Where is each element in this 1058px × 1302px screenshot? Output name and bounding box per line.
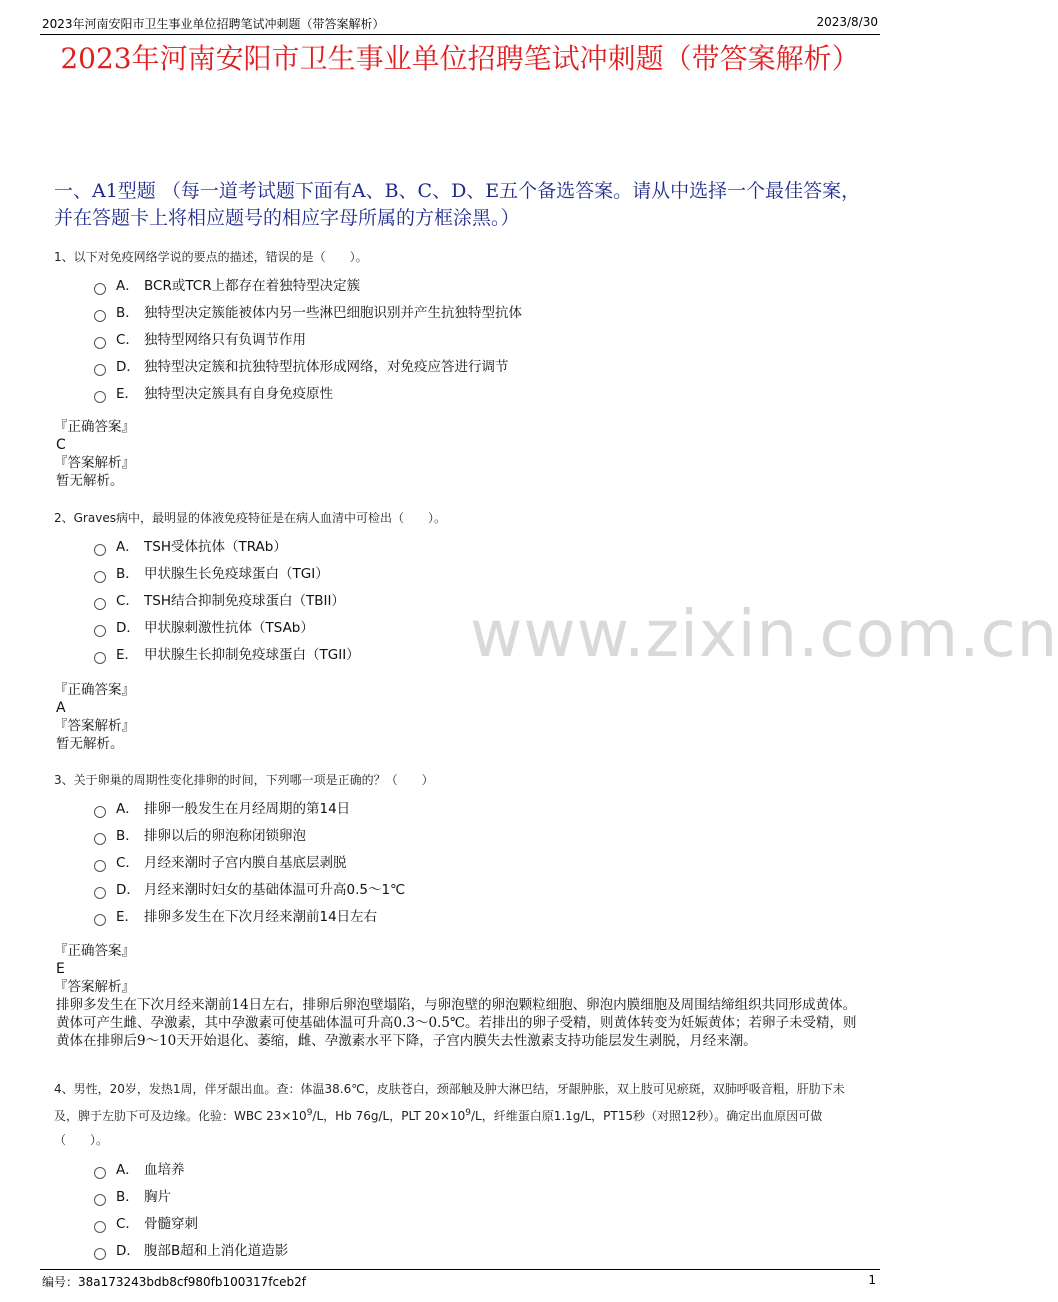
explanation-label: 『答案解析』 <box>54 455 135 471</box>
page-number: 1 <box>868 1273 876 1287</box>
option-letter: C． <box>116 592 139 609</box>
superscript: 9 <box>465 1108 471 1118</box>
section-heading: 一、A1型题 （每一道考试题下面有A、B、C、D、E五个备选答案。请从中选择一个最佳答案，并在答题卡上将相应题号的相应字母所属的方框涂黑。） <box>54 180 861 229</box>
option-text: 血培养 <box>144 1161 185 1178</box>
option-text: 甲状腺生长抑制免疫球蛋白（TGII） <box>144 646 360 663</box>
option-text: 独特型决定簇和抗独特型抗体形成网络，对免疫应答进行调节 <box>144 358 509 375</box>
answer-label: 『正确答案』 <box>54 419 135 435</box>
correct-answer: E <box>56 961 65 977</box>
option-c[interactable] <box>94 326 866 353</box>
question-4 <box>54 1077 866 1264</box>
option-text: 排卵多发生在下次月经来潮前14日左右 <box>144 908 378 925</box>
page-header <box>40 12 880 35</box>
option-letter: C． <box>116 1215 139 1232</box>
document-id: 编号：38a173243bdb8cf980fb100317fceb2f <box>42 1275 306 1289</box>
question-text: 2、Graves病中，最明显的体液免疫特征是在病人血清中可检出（ ）。 <box>54 511 446 525</box>
question-text-part: /L，纤维蛋白原1.1g/L，PT15秒（对照12秒）。确定出血原因可做（ ）。 <box>54 1109 823 1147</box>
radio-icon[interactable] <box>94 914 106 926</box>
option-text: 独特型决定簇具有自身免疫原性 <box>144 385 333 402</box>
option-text: 甲状腺生长免疫球蛋白（TGI） <box>144 565 329 582</box>
option-text: 独特型网络只有负调节作用 <box>144 331 306 348</box>
option-c[interactable] <box>94 1210 866 1237</box>
option-b[interactable] <box>94 822 866 849</box>
option-letter: A． <box>116 800 139 817</box>
option-letter: E． <box>116 908 139 925</box>
answer-block-1 <box>54 418 866 490</box>
superscript: 9 <box>306 1108 313 1118</box>
option-d[interactable] <box>94 1237 866 1264</box>
explanation-text: 暂无解析。 <box>56 736 124 752</box>
question-2 <box>54 507 866 668</box>
option-a[interactable] <box>94 795 866 822</box>
option-a[interactable] <box>94 533 866 560</box>
option-letter: D． <box>116 1242 140 1259</box>
question-text: 3、关于卵巢的周期性变化排卵的时间，下列哪一项是正确的？（ ） <box>54 773 434 787</box>
option-a[interactable] <box>94 1156 866 1183</box>
option-letter: C． <box>116 854 139 871</box>
explanation-text: 暂无解析。 <box>56 473 124 489</box>
radio-icon[interactable] <box>94 544 106 556</box>
option-list <box>94 533 866 668</box>
option-text: TSH受体抗体（TRAb） <box>144 538 287 555</box>
option-e[interactable] <box>94 380 866 407</box>
option-letter: E． <box>116 385 139 402</box>
radio-icon[interactable] <box>94 598 106 610</box>
radio-icon[interactable] <box>94 283 106 295</box>
option-letter: B． <box>116 827 139 844</box>
answer-block-3 <box>54 942 866 1050</box>
watermark: www.zixin.com.cn <box>470 598 1058 672</box>
option-letter: B． <box>116 304 139 321</box>
explanation-label: 『答案解析』 <box>54 979 135 995</box>
option-text: 月经来潮时子宫内膜自基底层剥脱 <box>144 854 347 871</box>
option-b[interactable] <box>94 560 866 587</box>
option-letter: D． <box>116 358 140 375</box>
option-text: 排卵一般发生在月经周期的第14日 <box>144 800 351 817</box>
radio-icon[interactable] <box>94 625 106 637</box>
radio-icon[interactable] <box>94 1221 106 1233</box>
radio-icon[interactable] <box>94 1194 106 1206</box>
option-letter: E． <box>116 646 139 663</box>
option-text: 胸片 <box>144 1188 171 1205</box>
option-list <box>94 272 866 407</box>
answer-block-2 <box>54 681 866 753</box>
option-text: 独特型决定簇能被体内另一些淋巴细胞识别并产生抗独特型抗体 <box>144 304 522 321</box>
page-footer <box>40 1269 880 1290</box>
option-list <box>94 795 866 930</box>
option-letter: A． <box>116 1161 139 1178</box>
correct-answer: C <box>56 437 66 453</box>
question-3 <box>54 769 866 930</box>
option-d[interactable] <box>94 614 866 641</box>
document-title: 2023年河南安阳市卫生事业单位招聘笔试冲刺题（带答案解析） <box>60 42 860 75</box>
question-text-part: 4、男性，20岁，发热1周，伴牙龈出血。查：体温38.6℃，皮肤苍白，颈部触及肿大淋巴结，牙龈肿胀，双上肢可见瘀斑，双肺呼吸音粗，肝肋下未及，脾于左肋下可及边缘。化验：WBC 23×10 <box>54 1082 845 1123</box>
option-letter: B． <box>116 1188 139 1205</box>
option-text: TSH结合抑制免疫球蛋白（TBII） <box>144 592 345 609</box>
option-b[interactable] <box>94 1183 866 1210</box>
radio-icon[interactable] <box>94 1167 106 1179</box>
option-letter: D． <box>116 881 140 898</box>
option-letter: A． <box>116 538 139 555</box>
radio-icon[interactable] <box>94 887 106 899</box>
option-b[interactable] <box>94 299 866 326</box>
option-text: BCR或TCR上都存在着独特型决定簇 <box>144 277 361 294</box>
option-d[interactable] <box>94 353 866 380</box>
question-1 <box>54 246 866 407</box>
explanation-text: 排卵多发生在下次月经来潮前14日左右，排卵后卵泡壁塌陷，与卵泡壁的卵泡颗粒细胞、卵泡内膜细胞及周围结缔组织共同形成黄体。黄体可产生雌、孕激素，其中孕激素可使基础体温可升高0.3～0.5℃。若排出的卵子受精，则黄体转变为妊娠黄体；若卵子未受精，则黄体在排卵后9～10天开始退化、萎缩，雌、孕激素水平下降，子宫内膜失去性激素支持功能层发生剥脱，月经来潮。 <box>56 997 857 1049</box>
question-text <box>54 1077 866 1152</box>
radio-icon[interactable] <box>94 806 106 818</box>
option-list <box>94 1156 866 1264</box>
option-e[interactable] <box>94 903 866 930</box>
radio-icon[interactable] <box>94 652 106 664</box>
option-c[interactable] <box>94 587 866 614</box>
option-letter: D． <box>116 619 140 636</box>
answer-label: 『正确答案』 <box>54 943 135 959</box>
option-text: 骨髓穿刺 <box>144 1215 198 1232</box>
option-text: 腹部B超和上消化道造影 <box>144 1242 289 1259</box>
radio-icon[interactable] <box>94 571 106 583</box>
option-d[interactable] <box>94 876 866 903</box>
option-text: 月经来潮时妇女的基础体温可升高0.5～1℃ <box>144 881 406 898</box>
radio-icon[interactable] <box>94 860 106 872</box>
radio-icon[interactable] <box>94 1248 106 1260</box>
correct-answer: A <box>56 700 66 716</box>
option-letter: B． <box>116 565 139 582</box>
option-text: 排卵以后的卵泡称闭锁卵泡 <box>144 827 306 844</box>
answer-label: 『正确答案』 <box>54 682 135 698</box>
header-date: 2023/8/30 <box>816 15 878 29</box>
option-text: 甲状腺刺激性抗体（TSAb） <box>144 619 314 636</box>
radio-icon[interactable] <box>94 310 106 322</box>
option-a[interactable] <box>94 272 866 299</box>
radio-icon[interactable] <box>94 337 106 349</box>
radio-icon[interactable] <box>94 391 106 403</box>
radio-icon[interactable] <box>94 833 106 845</box>
option-letter: A． <box>116 277 139 294</box>
header-doc-title: 2023年河南安阳市卫生事业单位招聘笔试冲刺题（带答案解析） <box>42 17 385 31</box>
option-letter: C． <box>116 331 139 348</box>
explanation-label: 『答案解析』 <box>54 718 135 734</box>
radio-icon[interactable] <box>94 364 106 376</box>
option-e[interactable] <box>94 641 866 668</box>
question-text: 1、以下对免疫网络学说的要点的描述，错误的是（ ）。 <box>54 250 368 264</box>
question-text-part: /L，Hb 76g/L，PLT 20×10 <box>312 1109 466 1123</box>
option-c[interactable] <box>94 849 866 876</box>
